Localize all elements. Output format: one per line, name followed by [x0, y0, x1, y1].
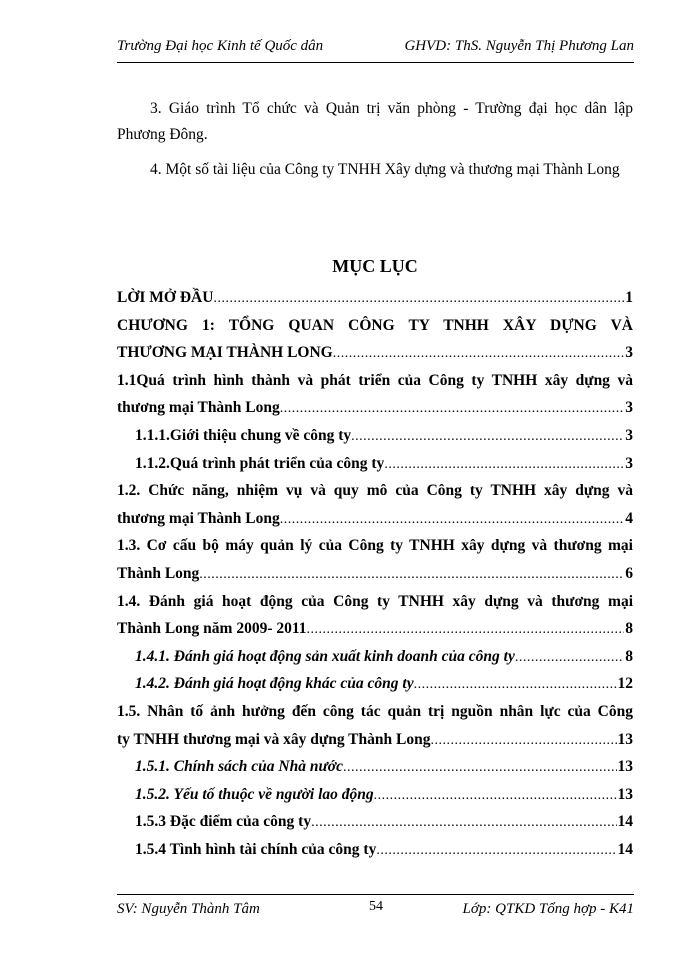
toc-entry[interactable]: 1.5.1. Chính sách của Nhà nước ..... 13: [117, 758, 633, 786]
toc-entry[interactable]: 1.4.1. Đánh giá hoạt động sản xuất kinh doanh của công ty ..... 8: [117, 648, 633, 676]
footer-student: SV: Nguyễn Thành Tâm: [117, 901, 260, 917]
toc-page-number: 12: [617, 675, 633, 693]
toc-entry-continuation[interactable]: Thành Long năm 2009- 2011 ..... 8: [117, 620, 633, 648]
toc-entry-continuation[interactable]: THƯƠNG MẠI THÀNH LONG ..... 3: [117, 344, 633, 372]
toc-entry[interactable]: 1.1Quá trình hình thành và phát triển của Công ty TNHH xây dựng và: [117, 371, 633, 389]
toc-page-number: 4: [625, 509, 633, 527]
reference-item: 3. Giáo trình Tổ chức và Quản trị văn phòng - Trường đại học dân lập Phương Đông.: [117, 100, 633, 143]
toc-page-number: 14: [617, 813, 633, 831]
page-header: [117, 38, 634, 63]
toc-entry[interactable]: 1.5. Nhân tố ảnh hưởng đến công tác quản trị nguồn nhân lực của Công: [117, 702, 633, 720]
footer-class: Lớp: QTKD Tổng hợp - K41: [462, 901, 634, 917]
toc-entry[interactable]: 1.5.2. Yếu tố thuộc về người lao động ..... 13: [117, 786, 633, 814]
toc-page-number: 3: [625, 454, 633, 472]
page-footer: [117, 894, 634, 919]
toc-entry[interactable]: LỜI MỞ ĐẦU ..... 1: [117, 289, 633, 317]
toc-entry[interactable]: 1.3. Cơ cấu bộ máy quản lý của Công ty TNHH xây dựng và thương mại: [117, 537, 633, 555]
toc-entry-continuation[interactable]: Thành Long ..... 6: [117, 565, 633, 593]
header-university: Trường Đại học Kinh tế Quốc dân: [117, 38, 324, 54]
toc-page-number: 8: [625, 647, 633, 665]
table-of-contents: [117, 289, 633, 868]
toc-entry-continuation[interactable]: thương mại Thành Long ..... 4: [117, 510, 633, 538]
toc-page-number: 3: [625, 426, 633, 444]
toc-entry[interactable]: 1.2. Chức năng, nhiệm vụ và quy mô của Công ty TNHH xây dựng và: [117, 482, 633, 500]
toc-page-number: 3: [625, 399, 633, 417]
toc-page-number: 6: [625, 564, 633, 582]
header-supervisor: GHVD: ThS. Nguyễn Thị Phương Lan: [404, 38, 634, 54]
toc-page-number: 13: [617, 785, 633, 803]
toc-page-number: 14: [617, 840, 633, 858]
page-number: 54: [369, 899, 383, 914]
toc-entry-continuation[interactable]: ty TNHH thương mại và xây dựng Thành Long ..... 13: [117, 731, 633, 759]
toc-entry[interactable]: CHƯƠNG 1: TỔNG QUAN CÔNG TY TNHH XÂY DỰNG VÀ: [117, 316, 633, 334]
toc-title: MỤC LỤC: [332, 256, 418, 276]
toc-entry[interactable]: 1.5.4 Tình hình tài chính của công ty ..... 14: [117, 841, 633, 869]
toc-page-number: 13: [617, 730, 633, 748]
toc-entry[interactable]: 1.4.2. Đánh giá hoạt động khác của công ty ..... 12: [117, 675, 633, 703]
reference-item: 4. Một số tài liệu của Công ty TNHH Xây dựng và thương mại Thành Long: [150, 161, 620, 178]
toc-page-number: 13: [617, 758, 633, 776]
toc-page-number: 3: [625, 344, 633, 362]
toc-page-number: 1: [625, 289, 633, 306]
toc-entry[interactable]: 1.5.3 Đặc điểm của công ty ..... 14: [117, 813, 633, 841]
toc-entry[interactable]: 1.4. Đánh giá hoạt động của Công ty TNHH xây dựng và thương mại: [117, 592, 633, 610]
toc-entry[interactable]: 1.1.1.Giới thiệu chung về công ty ..... 3: [117, 427, 633, 455]
toc-entry[interactable]: 1.1.2.Quá trình phát triển của công ty ..... 3: [117, 455, 633, 483]
toc-page-number: 8: [625, 620, 633, 638]
toc-entry-continuation[interactable]: thương mại Thành Long ..... 3: [117, 399, 633, 427]
